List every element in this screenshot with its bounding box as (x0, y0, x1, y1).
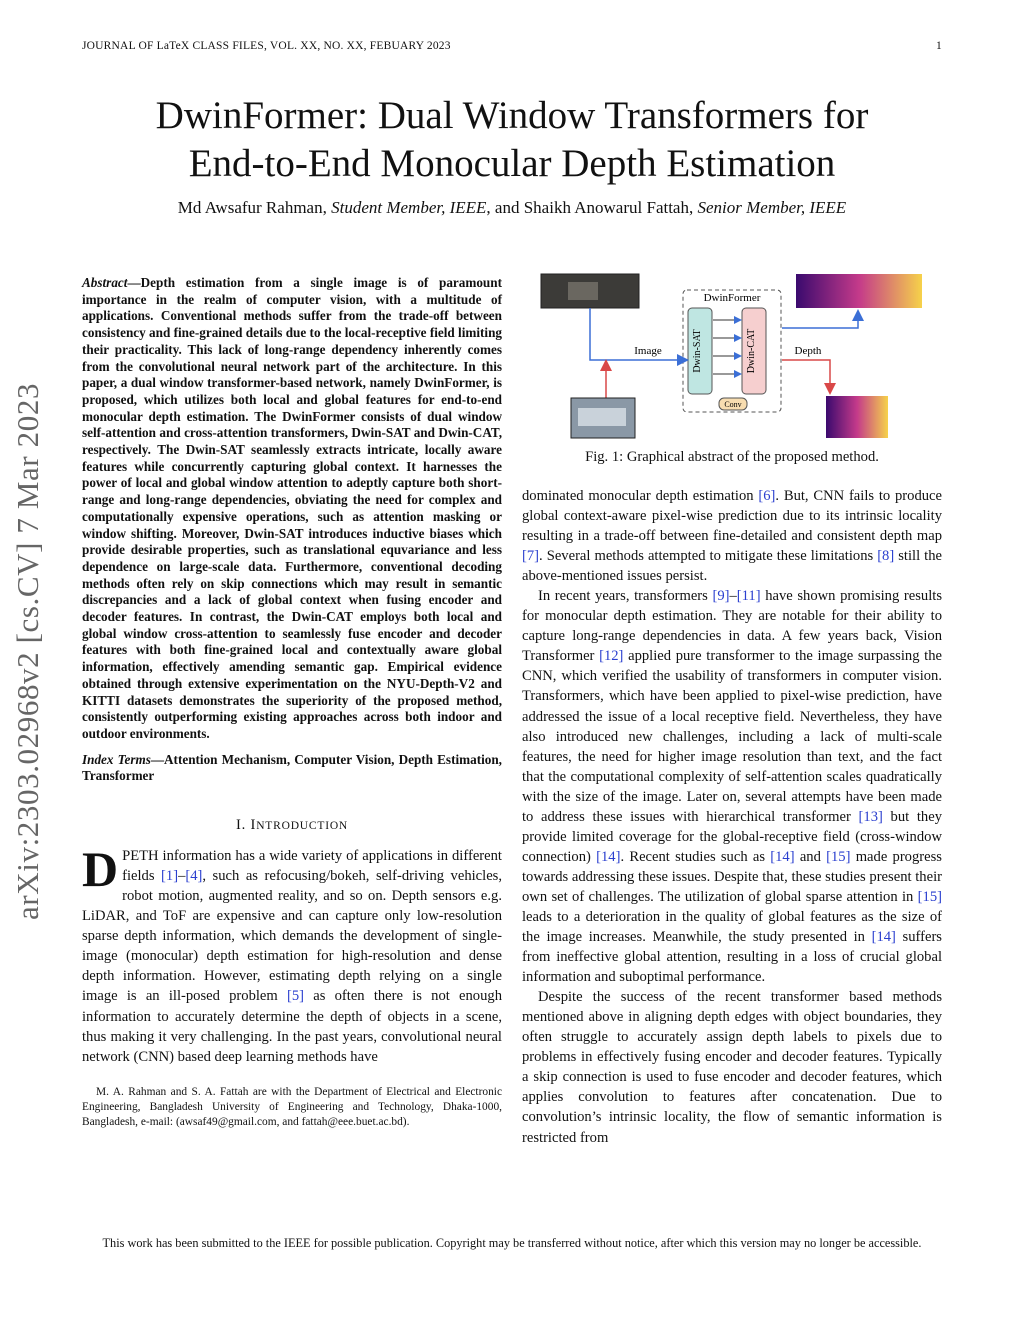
title-line-1: DwinFormer: Dual Window Transformers for (155, 94, 869, 137)
citation-link[interactable]: [6] (758, 488, 776, 504)
author-footnote: M. A. Rahman and S. A. Fattah are with the Department of Electrical and Electronic Engineering, Bangladesh University of Engineering and Technology, Dhaka-1000, Bangladesh, e-mail: (awsaf49@gmail.com, and fattah@eee.buet.ac.bd). (82, 1085, 502, 1128)
citation-link[interactable]: [8] (877, 548, 895, 565)
citation-link[interactable]: [15] (917, 888, 942, 905)
output-label: Depth (794, 345, 822, 357)
svg-text:Conv: Conv (724, 400, 742, 409)
drop-cap: D (82, 841, 119, 898)
author-conjunction: , and Shaikh Anowarul Fattah, (486, 198, 698, 217)
figure-caption: Fig. 1: Graphical abstract of the proposed method. (585, 449, 879, 465)
author-2-role: Senior Member, IEEE (697, 198, 847, 217)
citation-link[interactable]: [13] (858, 808, 883, 825)
arxiv-stamp: arXiv:2303.02968v2 [cs.CV] 7 Mar 2023 (10, 382, 45, 920)
left-column (82, 275, 502, 1130)
depth-map-bottom (826, 396, 888, 438)
svg-text:Dwin-SAT: Dwin-SAT (692, 329, 703, 373)
paper-title (0, 92, 1024, 188)
index-terms-label: Index Terms (82, 751, 151, 767)
citation-link[interactable]: [4] (185, 868, 203, 885)
index-terms-text: —Attention Mechanism, Computer Vision, Depth Estimation, Transformer (82, 751, 502, 784)
running-header: JOURNAL OF LaTeX CLASS FILES, VOL. XX, NO. XX, FEBUARY 2023 (82, 40, 451, 52)
abstract-text: —Depth estimation from a single image is of paramount importance in the realm of computer vision, with a multitude of applications. Conventional methods suffer from the trade-off between consistency and fine-grained details due to the local-receptive field limiting their practicality. This lack of long-range dependency inherently comes from the convolutional neural network part of the architecture. In this paper, a dual window transformer-based network, namely DwinFormer, is proposed, which utilizes both local and global features for end-to-end monocular depth estimation. The DwinFormer consists of dual window self-attention and cross-attention transformers, Dwin-SAT and Dwin-CAT, respectively. The Dwin-SAT seamlessly extracts intricate, locally aware features while concurrently capturing global context. It harnesses the power of local and global window attention to adeptly capture both short-range and long-range dependencies, obviating the need for complex and computationally expensive operations, such as attention masking or window shifting. Moreover, Dwin-SAT introduces inductive biases which provide desirable properties, such as translational equvariance and less dependence on large-scale data. Furthermore, conventional decoding methods often rely on skip connections which may result in semantic discrepancies and a lack of global context when fusing encoder and decoder features. In contrast, the Dwin-CAT employs both local and global window cross-attention to seamlessly fuse encoder and decoder features with both fine-grained local and contextually aware global information, effectively amending semantic gap. Empirical evidence obtained through extensive experimentation on the NYU-Depth-V2 and KITTI datasets demonstrates the superiority of the proposed method, consistently outperforming existing approaches across both indoor and outdoor environments. (82, 275, 502, 741)
copyright-notice: This work has been submitted to the IEEE for possible publication. Copyright may be transferred without notice, after which this version may no longer be accessible. (102, 1236, 922, 1250)
right-column (522, 486, 942, 1148)
right-paragraph-3: Despite the success of the recent transformer based methods mentioned above in aligning depth edges with object boundaries, they often struggle to accurately assign depth labels to pixels due to problems in effectively fusing encoder and decoder features. Typically a skip connection is used to fuse encoder and decoder features, which applies convolution to features after concatenation. Due to convolution’s intrinsic locality, the flow of semantic information is restricted from (522, 989, 942, 1146)
page-number: 1 (936, 40, 942, 52)
citation-link[interactable]: [14] (770, 848, 795, 865)
index-terms (82, 752, 502, 785)
title-line-2: End-to-End Monocular Depth Estimation (188, 142, 836, 185)
graphical-abstract-figure (538, 268, 948, 448)
dwinformer-label: DwinFormer (703, 292, 761, 304)
intro-paragraph-1: DPETH information has a wide variety of applications in different fields [1]–[4], such as refocusing/bokeh, self-driving vehicles, robot motion, augmented reality, and so on. Depth sensors e.g. LiDAR, and ToF are expensive and can capture only low-resolution sparse depth information, which demands the development of single-image (monocular) depth estimation for high-resolution and dense depth information. However, estimating depth relying on a single image is an ill-posed problem [5] as often there is not enough information to accurately determine the depth of objects in a scene, thus making it very challenging. In the past years, convolutional neural network (CNN) based deep learning methods have (82, 841, 503, 1065)
citation-link[interactable]: [9] (712, 588, 730, 605)
author-line (0, 198, 1024, 218)
citation-link[interactable]: [11] (736, 588, 761, 605)
citation-link[interactable]: [14] (596, 848, 621, 865)
citation-link[interactable]: [7] (522, 548, 540, 565)
depth-map-top (796, 274, 922, 308)
citation-link[interactable]: [15] (826, 848, 851, 865)
author-1: Md Awsafur Rahman, (177, 198, 332, 217)
input-label: Image (634, 345, 662, 357)
citation-link[interactable]: [12] (599, 648, 624, 665)
citation-link[interactable]: [14] (871, 929, 896, 946)
abstract-label: Abstract (82, 275, 128, 290)
abstract (82, 275, 502, 743)
right-paragraph-2: In recent years, transformers [9]–[11] have shown promising results for monocular depth estimation. They are notable for their ability to capture long-range dependencies in data. A few years back, Vision Transformer [12] applied pure transformer to the image surpassing the CNN, which verified the usability of transformers in computer vision. Transformers, which have been applied to pixel-wise prediction, have addressed the issue of a local receptive field. Nevertheless, they have also introduced new challenges, including a lack of multi-scale features, the need for higher image resolution than text, and the fact that the computational complexity of self-attention scales quadratically with the size of the image. Later on, several attempts have been made to address these issues with hierarchical transformer [13] but they provide limited coverage for the global-receptive field (cross-window connection) [14]. Recent studies such as [14] and [15] made progress towards addressing these issues. Despite that, these studies present their own set of challenges. The utilization of global sparse attention in [15] leads to a deterioration in the quality of global features as the size of the image increases. Meanwhile, the study presented in [14] suffers from ineffective global attention, resulting in a loss of crucial global information and suboptimal performance. (522, 588, 942, 986)
section-heading-introduction: I. INTRODUCTION (235, 817, 349, 834)
output-arrow-red (782, 360, 830, 392)
author-1-role: Student Member, IEEE (331, 198, 487, 217)
output-arrow-blue (782, 312, 858, 328)
citation-link[interactable]: [5] (286, 988, 305, 1005)
citation-link[interactable]: [1] (161, 868, 179, 885)
right-paragraph-1: dominated monocular depth estimation [6]. But, CNN fails to produce global context-aware pixel-wise prediction due to its intrinsic locality resulting in a trade-off between fine-detailed and consistent depth map [7]. Several methods attempted to mitigate these limitations [8] still the above-mentioned issues persist. (522, 488, 942, 585)
svg-text:Dwin-CAT: Dwin-CAT (746, 328, 757, 374)
